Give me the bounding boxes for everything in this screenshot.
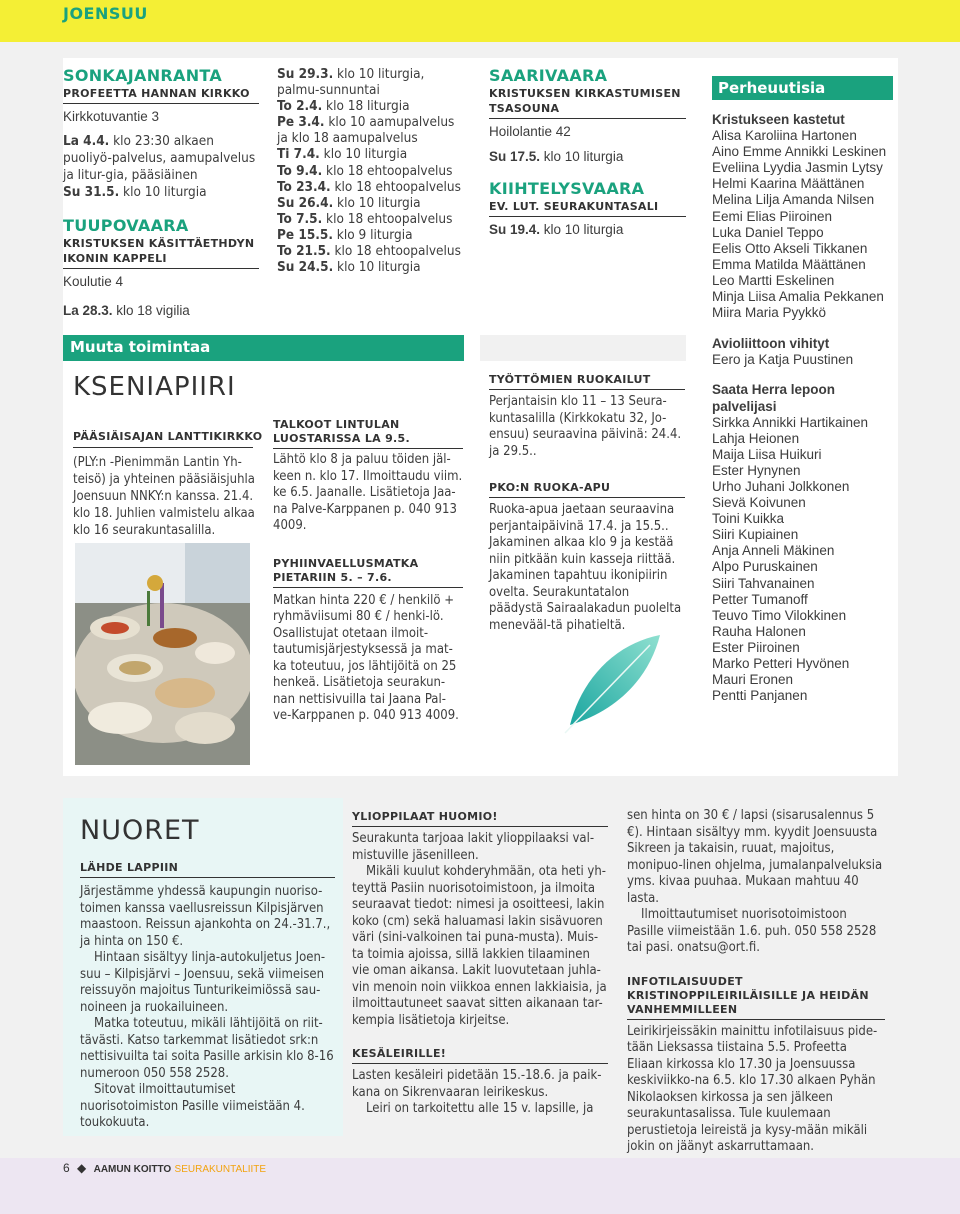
schedule-text: klo 18 ehtoopalvelus — [330, 178, 461, 195]
section-name: SEURAKUNTALIITE — [174, 1164, 267, 1175]
baptized-name: Helmi Kaarina Määttänen — [712, 176, 865, 192]
divider — [63, 268, 259, 269]
ruoka-apu-text: Ruoka-apua jaetaan seuraavina perjantaipäivinä 17.4. ja 15.5.. Jakaminen alkaa klo 9 ja kestää niin pitkään kuin kasseja riittää. Jakaminen tapahtuu ikonipiirin ovelta. Seurakuntatalon päädystä Sairaalakadun puolelta menevääl-tä pihatieltä. — [489, 502, 682, 633]
heading-tuupovaara: TUUPOVAARA — [63, 216, 189, 235]
divider — [352, 826, 608, 827]
column-3 — [489, 66, 686, 238]
perheuutisia-panel — [712, 76, 898, 704]
married-couple: Eero ja Katja Puustinen — [712, 352, 854, 368]
heading-kiihtelysvaara: KIIHTELYSVAARA — [489, 179, 645, 198]
lanttikirkko-heading: PÄÄSIÄISAJAN LANTTIKIRKKO — [73, 430, 263, 443]
schedule-date: To 9.4. — [277, 162, 323, 179]
perheuutisia-title: Perheuutisia — [718, 79, 826, 97]
nuoret-section — [80, 815, 335, 1132]
muuta-bar-right — [480, 335, 686, 361]
subheading-sali: EV. LUT. SEURAKUNTASALI — [489, 200, 659, 213]
schedule-entry — [277, 98, 465, 114]
deceased-name: Mauri Eronen — [712, 672, 794, 688]
service-text: klo 10 liturgia — [119, 184, 207, 200]
kesaleiri-heading: KESÄLEIRILLE! — [352, 1047, 447, 1060]
leiri-text-1: sen hinta on 30 € / lapsi (sisarusalennus 5 €). Hintaan sisältyy mm. kyydit Joensuusta Sikreen ja takaisin, ruuat, majoitus, monipuo-linen ohjelma, jumalanpalveluksia yms. kivaa puuhaa. Mukaan mahtuu 40 lasta. — [627, 808, 883, 906]
deceased-name: Urho Juhani Jolkkonen — [712, 478, 850, 494]
schedule-entry — [277, 195, 465, 211]
divider — [73, 447, 253, 448]
deceased-name: Anja Anneli Mäkinen — [712, 543, 835, 559]
deceased-name: Petter Tumanoff — [712, 591, 808, 607]
deceased-name: Maija Liisa Huikuri — [712, 446, 822, 462]
heading-sonkajanranta: SONKAJANRANTA — [63, 66, 223, 85]
info-heading-1: INFOTILAISUUDET — [627, 974, 743, 988]
schedule-entry — [277, 211, 465, 227]
heading-saarivaara: SAARIVAARA — [489, 66, 608, 85]
service-date: Su 31.5. — [63, 184, 120, 200]
schedule-text: klo 18 ehtoopalvelus — [330, 243, 461, 260]
column-1 — [63, 66, 259, 319]
deceased-heading: Saata Herra lepoon palvelijasi — [712, 382, 836, 414]
schedule-entry — [277, 179, 465, 195]
schedule-text: klo 9 liturgia — [332, 226, 413, 243]
top-bar — [0, 0, 960, 42]
leiri-section — [627, 808, 885, 1156]
schedule-text: klo 18 liturgia — [322, 98, 410, 115]
divider — [273, 587, 463, 588]
schedule-entry — [277, 227, 465, 243]
address: Koulutie 4 — [63, 274, 124, 289]
divider — [273, 448, 463, 449]
deceased-name: Teuvo Timo Vilokkinen — [712, 607, 847, 623]
deceased-name: Alpo Puruskainen — [712, 559, 818, 575]
service-text: klo 10 liturgia — [540, 222, 624, 237]
married-list — [712, 336, 898, 368]
schedule-text: klo 18 ehtoopalvelus — [322, 210, 453, 227]
schedule-date: To 21.5. — [277, 243, 331, 260]
pyhiinvaellus-text: Matkan hinta 220 € / henkilö + ryhmäviisumi 80 € / henki-lö. Osallistujat otetaan ilmoit-tautumisjärjestyksessä ja mat-ka toteutuu, jos lähtijöitä on 25 henkeä. Lisätietoja seurakun-nan nettisivuilla tai Jaana Pal-ve-Karppanen p. 040 913 4009. — [273, 592, 459, 723]
schedule-entry — [277, 163, 465, 179]
schedule-date: Su 29.3. — [277, 66, 334, 82]
deceased-name: Siiri Kupiainen — [712, 527, 799, 543]
schedule-text: klo 10 liturgia — [333, 194, 421, 211]
kseniapiiri-title: KSENIAPIIRI — [73, 372, 236, 402]
deceased-name: Marko Petteri Hyvönen — [712, 656, 850, 671]
address: Hoilolantie 42 — [489, 124, 571, 139]
perheuutisia-header — [712, 76, 893, 100]
yo-section — [352, 810, 608, 1118]
service-entry — [63, 133, 259, 184]
service-date: La 4.4. — [63, 133, 110, 149]
schedule-date: Ti 7.4. — [277, 146, 320, 163]
lappi-text-4: Sitovat ilmoittautumiset nuorisotoimiston Pasille viimeistään 4. toukokuuta. — [80, 1082, 305, 1130]
baptized-name: Leo Martti Eskelinen — [712, 272, 835, 288]
baptized-name: Alisa Karoliina Hartonen — [712, 128, 857, 144]
deceased-name: Rauha Halonen — [712, 623, 806, 639]
deceased-name: Sievä Koivunen — [712, 495, 806, 511]
info-heading-2: KRISTINOPPILEIRILÄISILLE JA HEIDÄN VANHEMMILLEEN — [627, 988, 869, 1016]
kesaleiri-text-1: Lasten kesäleiri pidetään 15.-18.6. ja paik-kana on Sikrenvaaran leirikeskus. — [352, 1068, 602, 1100]
page-number: 6 — [63, 1161, 70, 1175]
deceased-name: Lahja Heionen — [712, 430, 800, 446]
talkoot-text: Lähtö klo 8 ja paluu töiden jäl-keen n. klo 17. Ilmoittaudu viim. ke 6.5. Jaanalle. Lisätietoja Jaa-na Palve-Karppanen p. 040 913 4009. — [273, 452, 463, 533]
talkoot-heading: TALKOOT LINTULAN LUOSTARISSA LA 9.5. — [273, 418, 410, 445]
info-text: Leirikirjeissäkin mainittu infotilaisuus pide-tään Lieksassa tiistaina 5.5. Profeetta Eliaan kirkossa klo 17.30 ja Joensuussa keskiviikko-na 6.5. klo 17.30 alkaen Pyhän Nikolaoksen kirkossa ja sen jälkeen seurakuntasalissa. Tule kuulemaan perustietoja leireistä ja kysy-mään mikäli jokin on jäänyt askarruttamaan. — [627, 1023, 878, 1154]
baptized-name: Eemi Elias Piiroinen — [712, 208, 833, 224]
subheading-tsasouna: KRISTUKSEN KIRKASTUMISEN TSASOUNA — [489, 87, 681, 115]
divider — [63, 103, 259, 104]
deceased-name: Siiri Tahvanainen — [712, 575, 815, 591]
ruokailut-heading: TYÖTTÖMIEN RUOKAILUT — [489, 373, 651, 386]
brand-name: AAMUN KOITTO — [93, 1164, 172, 1175]
baptized-heading: Kristukseen kastetut — [712, 112, 845, 127]
leiri-text-2: Ilmoittautumiset nuorisotoimistoon Pasille viimeistään 1.6. puh. 050 558 2528 tai pasi. onatsu@ort.fi. — [627, 907, 877, 955]
divider — [489, 497, 685, 498]
subheading-church: PROFEETTA HANNAN KIRKKO — [63, 87, 250, 100]
divider — [627, 1019, 885, 1020]
address: Kirkkotuvantie 3 — [63, 109, 160, 124]
muuta-bar — [63, 335, 464, 361]
ylioppilaat-heading: YLIOPPILAAT HUOMIO! — [352, 810, 498, 823]
baptized-name: Eelis Otto Akseli Tikkanen — [712, 240, 868, 256]
ylioppilaat-text-2: Mikäli kuulut kohderyhmään, ota heti yh-teyttä Pasiin nuorisotoimistoon, ja ilmoita seuraavat tiedot: nimesi ja osoitteesi, lakin koko (cm) sekä haluamasi lakin sisävuoren väri (sini-valkoinen tai puna-musta). Muis-ta toimia ajoissa, sillä lakkien tilaaminen vie oman aikansa. Lakit luovutetaan juhla-vin menoin noin viikkoa ennen lakkiaisia, ja ilmoittautuneet saavat sitten aikanaan tar-kempia lisätietoja kirjeitse. — [352, 864, 607, 1028]
schedule-date: To 2.4. — [277, 98, 323, 115]
lappi-text-1: Järjestämme yhdessä kaupungin nuoriso-toimen kanssa vaellusreissun Kilpisjärven maastoon. Reissun ajankohta on 24.-31.7., ja hinta on 150 €. — [80, 884, 331, 949]
kseniapiiri-box — [63, 368, 266, 539]
deceased-name: Toini Kuikka — [712, 511, 785, 527]
service-text: klo 23:30 alkaen puoliyö-palvelus, aamupalvelus ja litur-gia, pääsiäinen — [63, 133, 256, 183]
schedule-text: klo 10 liturgia — [333, 259, 421, 276]
service-text: klo 10 liturgia — [540, 149, 624, 164]
nuoret-title: NUORET — [80, 815, 200, 846]
divider — [352, 1063, 608, 1064]
baptized-name: Aino Emme Annikki Leskinen — [712, 144, 887, 160]
schedule-entry — [277, 146, 465, 162]
talkoot-section — [273, 418, 463, 725]
subheading-chapel: KRISTUKSEN KÄSITTÄETHDYN IKONIN KAPPELI — [63, 237, 255, 265]
schedule-entry — [277, 114, 465, 146]
baptized-name: Minja Liisa Amalia Pekkanen — [712, 289, 884, 305]
baptized-name: Eveliina Lyydia Jasmin Lytsy — [712, 160, 883, 176]
feather-illustration — [540, 615, 670, 745]
schedule-text: klo 10 liturgia — [319, 146, 408, 163]
service-date: La 28.3. — [63, 303, 113, 318]
deceased-name: Ester Hynynen — [712, 462, 801, 478]
lanttikirkko-text: (PLY:n -Pienimmän Lantin Yh-teisö) ja yhteinen pääsiäisjuhla Joensuun NNKY:n kanssa. 21.4. klo 18. Juhlien valmistelu alkaa klo 16 seurakuntasalilla. — [73, 455, 255, 538]
baptized-name: Miira Maria Pyykkö — [712, 305, 827, 321]
kesaleiri-text-2: Leiri on tarkoitettu alle 15 v. lapsille, ja — [366, 1101, 594, 1116]
ruoka-apu-heading: PKO:N RUOKA-APU — [489, 481, 611, 494]
footer — [63, 1161, 266, 1181]
schedule-date: Pe 3.4. — [277, 114, 325, 131]
baptized-list — [712, 112, 898, 321]
schedule-date: To 7.5. — [277, 210, 323, 227]
deceased-list — [712, 382, 898, 704]
ruokailu-section — [489, 373, 685, 634]
schedule-text: klo 18 ehtoopalvelus — [322, 162, 453, 179]
service-date: Su 19.4. — [489, 222, 541, 237]
lahde-lappiin-heading: LÄHDE LAPPIIN — [80, 861, 179, 874]
baptized-name: Emma Matilda Määttänen — [712, 256, 866, 272]
schedule-date: To 23.4. — [277, 178, 331, 195]
divider — [489, 118, 686, 119]
schedule-text: klo 10 liturgia, palmu-sunnuntai — [277, 66, 425, 99]
muuta-bar-title: Muuta toimintaa — [70, 338, 211, 356]
service-date: Su 17.5. — [489, 149, 541, 164]
schedule-date: Su 24.5. — [277, 259, 334, 276]
baptized-name: Luka Daniel Teppo — [712, 224, 824, 240]
divider — [489, 389, 685, 390]
schedule-date: Su 26.4. — [277, 194, 334, 211]
divider — [489, 216, 686, 217]
service-entry — [489, 221, 686, 238]
service-text: klo 18 vigilia — [112, 303, 190, 318]
service-entry — [489, 148, 686, 165]
married-heading: Avioliittoon vihityt — [712, 336, 830, 352]
divider — [80, 877, 335, 878]
deceased-name: Ester Piiroinen — [712, 639, 800, 655]
deceased-name: Pentti Panjanen — [712, 688, 808, 704]
column-2-schedule — [277, 66, 465, 275]
service-entry — [63, 184, 259, 201]
table-food-photo — [75, 543, 250, 765]
schedule-entry — [277, 66, 465, 98]
pyhiinvaellus-heading: PYHIINVAELLUSMATKA PIETARIIN 5. – 7.6. — [273, 556, 419, 584]
ylioppilaat-text-1: Seurakunta tarjoaa lakit ylioppilaaksi val-mistuville jäsenilleen. — [352, 831, 595, 863]
schedule-entry — [277, 243, 465, 259]
lappi-text-2: Hintaan sisältyy linja-autokuljetus Joen-suu – Kilpisjärvi – Joensuu, sekä viimeisen reissuyön majoitus Tunturikeimiössä sau-noineen ja ruokailuineen. — [80, 950, 326, 1015]
schedule-date: Pe 15.5. — [277, 226, 333, 243]
lappi-text-3: Matka toteutuu, mikäli lähtijöitä on riit-tävästi. Katso tarkemmat lisätiedot srk:n nettisivuilta tai soita Pasille arkisin klo 8-16 numeroon 050 558 2528. — [80, 1016, 334, 1081]
schedule-text: klo 10 aamupalvelus ja klo 18 aamupalvelus — [277, 114, 455, 147]
region-title: JOENSUU — [63, 4, 148, 23]
deceased-name: Sirkka Annikki Hartikainen — [712, 414, 869, 430]
service-entry — [63, 302, 259, 319]
diamond-icon: ◆ — [77, 1161, 87, 1175]
baptized-name: Melina Lilja Amanda Nilsen — [712, 192, 875, 208]
schedule-entry — [277, 259, 465, 275]
ruokailut-text: Perjantaisin klo 11 – 13 Seura-kuntasalilla (Kirkkokatu 32, Jo-ensuu) seuraavina päivinä: 24.4. ja 29.5.. — [489, 394, 682, 459]
